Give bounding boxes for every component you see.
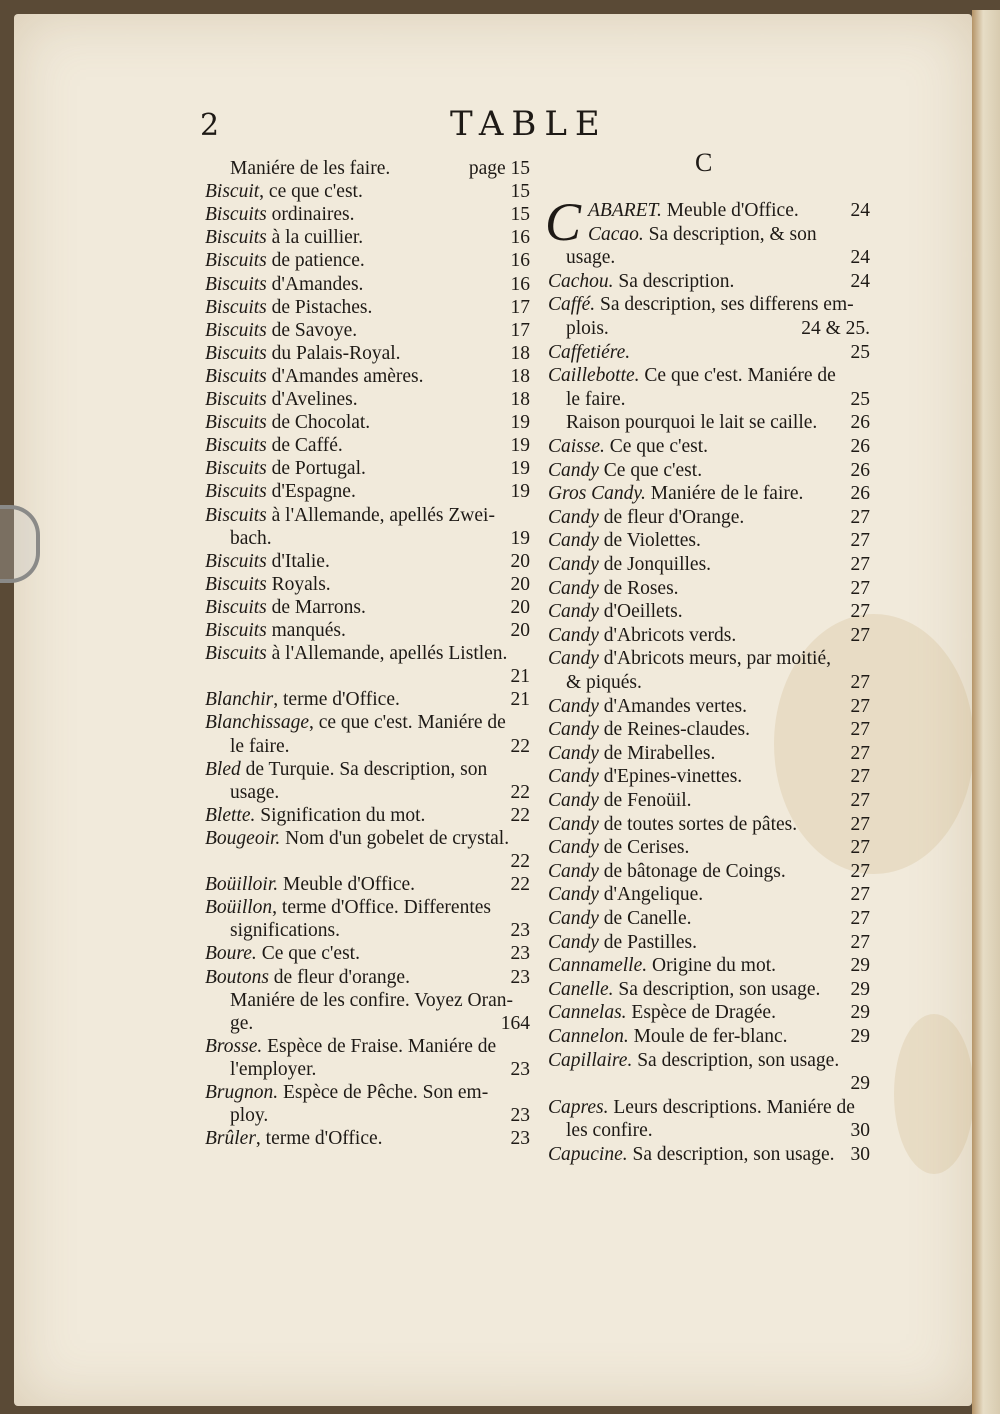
page-reference: 29 — [850, 1073, 870, 1095]
index-text: de Pastilles. — [598, 931, 697, 953]
index-entry — [548, 341, 630, 365]
index-entry — [548, 459, 702, 483]
index-entry — [548, 718, 750, 742]
page-reference: 26 — [850, 459, 870, 481]
index-term: Biscuits — [205, 412, 267, 434]
index-term: Biscuits — [205, 643, 267, 665]
index-entry — [548, 624, 736, 648]
page-reference: 27 — [850, 860, 870, 882]
index-entry — [548, 836, 689, 860]
page-reference: 19 — [510, 435, 530, 457]
page-reference: 23 — [510, 966, 530, 988]
index-term: Caisse. — [548, 436, 605, 457]
index-text: à la cuillier. — [266, 227, 364, 249]
index-text: Maniére de le faire. — [645, 483, 804, 505]
page-reference: 27 — [850, 813, 870, 835]
index-text: & piqués. — [566, 672, 642, 693]
index-text: d'Epines-vinettes. — [598, 766, 743, 788]
index-term: ABARET. — [588, 200, 662, 221]
index-term: Caffetiére. — [548, 341, 631, 363]
index-text: de Roses. — [598, 577, 679, 599]
index-entry — [548, 860, 786, 884]
page-reference: 18 — [510, 365, 530, 387]
page-reference: 22 — [510, 874, 530, 896]
index-term: Biscuits — [205, 227, 267, 249]
page-reference: 16 — [510, 250, 530, 272]
page-reference: 164 — [500, 1012, 530, 1034]
page-reference: 29 — [850, 955, 870, 977]
index-term: Candy — [548, 530, 599, 552]
index-text: de Savoye. — [266, 319, 358, 341]
index-entry — [548, 742, 715, 766]
index-entry — [548, 1096, 855, 1120]
page-reference: 27 — [850, 931, 870, 953]
page-reference: 23 — [510, 1128, 530, 1150]
page-reference: 30 — [850, 1144, 870, 1165]
index-term: Gros Candy. — [548, 483, 646, 505]
index-text: bach. — [230, 527, 272, 549]
page-reference: 15 — [510, 204, 530, 226]
index-term: Biscuits — [205, 273, 267, 295]
index-entry — [548, 577, 679, 601]
page-reference: 19 — [510, 527, 530, 549]
index-text: Raison pourquoi le lait se caille. — [566, 412, 818, 434]
index-text: d'Espagne. — [266, 481, 356, 503]
index-text: de bâtonage de Coings. — [598, 860, 786, 882]
page-reference: 17 — [510, 296, 530, 318]
page-reference: 27 — [850, 672, 870, 693]
index-text: de Caffé. — [266, 435, 343, 457]
drop-cap: C — [545, 192, 582, 252]
page-reference: 16 — [510, 227, 530, 249]
page-reference: 20 — [510, 620, 530, 641]
index-term: Candy — [548, 931, 599, 953]
index-term: Candy — [548, 648, 599, 670]
index-text: ploy. — [230, 1105, 269, 1127]
index-text: le faire. — [566, 388, 626, 410]
index-text: Espèce de Dragée. — [626, 1002, 776, 1024]
page-reference: 26 — [850, 436, 870, 457]
page-reference: 20 — [510, 596, 530, 618]
index-term: Capres. — [548, 1096, 609, 1118]
index-entry — [548, 1049, 839, 1073]
index-term: Blanchissage — [205, 712, 309, 734]
page-reference: 21 — [510, 689, 530, 711]
index-text: de Cerises. — [598, 837, 690, 859]
index-entry — [548, 978, 820, 1002]
page-reference: 23 — [510, 1105, 530, 1127]
index-text: d'Amandes amères. — [266, 365, 424, 387]
index-text: à l'Allemande, apellés Listlen. — [266, 643, 508, 665]
index-term: Biscuits — [205, 504, 267, 526]
running-head: TABLE — [450, 104, 608, 144]
index-entry — [548, 529, 701, 553]
page-reference: 22 — [510, 781, 530, 803]
index-term: Candy — [548, 884, 599, 906]
page-reference: 22 — [510, 735, 530, 757]
page-reference: 27 — [850, 908, 870, 929]
index-text: de Fenoüil. — [598, 790, 692, 811]
index-term: Candy — [548, 506, 599, 528]
index-text: d'Italie. — [266, 550, 330, 572]
index-term: Boure. — [205, 943, 257, 965]
index-term: Biscuits — [205, 481, 267, 503]
index-entry — [566, 317, 609, 341]
page-reference: 19 — [510, 412, 530, 434]
section-letter: C — [695, 148, 713, 177]
index-entry — [548, 1143, 835, 1167]
index-text: de Turquie. Sa description, son — [240, 758, 488, 780]
page-reference: 24 — [850, 200, 870, 221]
index-term: Biscuits — [205, 458, 267, 480]
index-term: Cannelon. — [548, 1026, 629, 1047]
index-entry — [548, 765, 742, 789]
index-text: d'Angelique. — [598, 884, 704, 906]
page-reference: 20 — [510, 550, 530, 572]
foxing-stain — [894, 1014, 974, 1174]
page-reference: 29 — [850, 1002, 870, 1024]
index-term: Capucine. — [548, 1144, 628, 1165]
index-entry — [548, 482, 803, 506]
index-text: Sa description, son usage. — [613, 978, 821, 1000]
page-number: 2 — [200, 108, 220, 143]
index-text: usage. — [566, 247, 616, 269]
index-text: , terme d'Office. — [255, 1128, 383, 1150]
page-reference: 21 — [510, 666, 530, 688]
page-reference: 29 — [850, 978, 870, 1000]
index-text: , ce que c'est. Maniére de — [308, 712, 506, 734]
page-reference: 24 — [850, 247, 870, 269]
page-reference: 15 — [510, 181, 530, 203]
index-entry — [566, 1119, 653, 1143]
index-entry — [548, 270, 734, 294]
index-term: Caffé. — [548, 294, 596, 316]
page-reference: 27 — [850, 554, 870, 575]
page-reference: 27 — [850, 742, 870, 764]
index-entry — [588, 223, 817, 247]
index-term: Biscuits — [205, 435, 267, 457]
index-term: Candy — [548, 554, 599, 575]
page-reference: 24 — [850, 270, 870, 292]
index-entry — [548, 813, 797, 837]
index-term: Bougeoir. — [205, 827, 281, 849]
index-term: Candy — [548, 860, 599, 882]
index-term: Candy — [548, 577, 599, 599]
index-entry — [566, 671, 642, 695]
page-reference: 23 — [510, 943, 530, 965]
index-text: de Marrons. — [266, 596, 366, 618]
index-entry — [548, 1025, 788, 1049]
index-term: Boüillon — [205, 897, 273, 919]
index-term: Candy — [548, 459, 599, 481]
index-text: Ce que c'est. — [256, 943, 360, 965]
index-text: de Canelle. — [598, 908, 692, 929]
index-term: Biscuits — [205, 573, 267, 595]
page-reference: 23 — [510, 920, 530, 942]
index-term: Candy — [548, 742, 599, 764]
index-term: Bled — [205, 758, 241, 780]
index-text: plois. — [566, 318, 609, 339]
page-reference: 29 — [850, 1026, 870, 1047]
index-term: Brugnon. — [205, 1082, 279, 1103]
index-term: Blette. — [205, 804, 256, 826]
index-text: d'Abricots verds. — [598, 624, 737, 646]
page-reference: page 15 — [468, 158, 530, 179]
index-term: Caillebotte. — [548, 365, 640, 387]
index-entry — [548, 293, 854, 317]
index-text: , ce que c'est. — [259, 181, 363, 203]
index-text: significations. — [230, 920, 340, 942]
index-text: , terme d'Office. — [273, 689, 400, 711]
index-term: Brosse. — [205, 1035, 263, 1057]
index-entry — [548, 553, 711, 577]
index-term: Cachou. — [548, 270, 614, 292]
index-entry — [548, 695, 747, 719]
index-text: Espèce de Pêche. Son em- — [278, 1082, 489, 1103]
index-text: ge. — [230, 1012, 254, 1034]
page-reference: 27 — [850, 695, 870, 717]
page-reference: 27 — [850, 719, 870, 741]
index-text: Espèce de Fraise. Maniére de — [262, 1035, 497, 1057]
index-text: Maniére de les confire. Voyez Oran- — [230, 989, 513, 1011]
page-reference: 25 — [850, 341, 870, 363]
index-term: Cannelas. — [548, 1002, 627, 1024]
index-term: Candy — [548, 624, 599, 646]
index-entry — [548, 435, 708, 459]
index-text: usage. — [230, 781, 280, 803]
page-reference: 27 — [850, 624, 870, 646]
index-text: Royals. — [266, 573, 331, 595]
page-reference: 26 — [850, 412, 870, 434]
page-reference: 27 — [850, 577, 870, 599]
index-term: Candy — [548, 766, 599, 788]
index-text: Ce que c'est. — [598, 459, 703, 481]
index-text: le faire. — [230, 735, 290, 757]
page-reference: 24 & 25. — [801, 318, 870, 339]
index-term: Candy — [548, 908, 599, 929]
page-reference: 20 — [510, 573, 530, 595]
index-entry — [548, 931, 697, 955]
page-reference: 26 — [850, 483, 870, 505]
page-reference: 22 — [510, 851, 530, 872]
index-text: Ce que c'est. Maniére de — [639, 365, 836, 387]
index-term: Cannamelle. — [548, 955, 648, 977]
index-term: Biscuits — [205, 389, 267, 410]
page-reference: 16 — [510, 273, 530, 295]
index-entry — [588, 199, 799, 223]
index-entry — [548, 1001, 776, 1025]
page-reference: 27 — [850, 884, 870, 906]
index-text: d'Amandes vertes. — [598, 695, 748, 717]
index-text: du Palais-Royal. — [266, 342, 401, 364]
page-reference: 27 — [850, 601, 870, 623]
index-term: Biscuit — [205, 181, 260, 203]
index-text: Sa description, ses differens em- — [595, 294, 854, 316]
index-text: l'employer. — [230, 1058, 317, 1080]
index-text: de Jonquilles. — [598, 554, 712, 575]
index-term: Canelle. — [548, 978, 614, 1000]
index-term: Boutons — [205, 966, 269, 988]
page-reference: 19 — [510, 458, 530, 480]
index-term: Biscuits — [205, 550, 267, 572]
index-text: Sa description. — [613, 270, 735, 292]
index-text: de Violettes. — [598, 530, 701, 552]
index-term: Capillaire. — [548, 1049, 633, 1071]
page-reference: 19 — [510, 481, 530, 503]
index-text: d'Amandes. — [266, 273, 364, 295]
index-text: Nom d'un gobelet de crystal. — [280, 827, 510, 849]
index-entry — [548, 364, 836, 388]
index-text: de fleur d'Orange. — [598, 506, 745, 528]
index-text: Sa description, son usage. — [627, 1144, 835, 1165]
index-entry — [548, 506, 744, 530]
index-text: Ce que c'est. — [604, 436, 709, 457]
index-term: Biscuits — [205, 365, 267, 387]
index-term: Boüilloir. — [205, 874, 279, 896]
index-text: Meuble d'Office. — [278, 874, 416, 896]
index-text: manqués. — [266, 620, 346, 641]
index-text: de Portugal. — [266, 458, 366, 480]
index-text: Sa description, & son — [643, 223, 817, 245]
index-text: Sa description, son usage. — [632, 1049, 840, 1071]
index-entry — [566, 388, 626, 412]
index-text: Signification du mot. — [255, 804, 426, 826]
index-text: Moule de fer-blanc. — [628, 1026, 788, 1047]
page-reference: 22 — [510, 804, 530, 826]
index-text: de Reines-claudes. — [598, 719, 750, 741]
index-text: Origine du mot. — [647, 955, 777, 977]
page-reference: 27 — [850, 790, 870, 811]
page-reference: 30 — [850, 1120, 870, 1142]
index-term: Brûler — [205, 1128, 256, 1150]
index-entry — [548, 907, 692, 931]
index-term: Candy — [548, 601, 599, 623]
index-term: Candy — [548, 813, 599, 835]
page-reference: 18 — [510, 342, 530, 364]
index-text: d'Abricots meurs, par moitié, — [598, 648, 831, 670]
index-text: Leurs descriptions. Maniére de — [608, 1096, 855, 1118]
index-text: de fleur d'orange. — [268, 966, 410, 988]
index-text: de patience. — [266, 250, 365, 272]
index-text: ordinaires. — [266, 204, 355, 226]
index-text: de Chocolat. — [266, 412, 371, 434]
page-reference: 18 — [510, 389, 530, 410]
index-term: Candy — [548, 790, 599, 811]
index-text: de Mirabelles. — [598, 742, 716, 764]
index-entry — [548, 600, 683, 624]
index-text: à l'Allemande, apellés Zwei- — [266, 504, 495, 526]
index-term: Biscuits — [205, 204, 267, 226]
index-entry — [548, 789, 692, 813]
index-term: Biscuits — [205, 319, 267, 341]
page-reference: 27 — [850, 766, 870, 788]
index-term: Biscuits — [205, 342, 267, 364]
index-text: d'Oeillets. — [598, 601, 683, 623]
index-text: de Pistaches. — [266, 296, 373, 318]
index-term: Candy — [548, 719, 599, 741]
index-text: Meuble d'Office. — [661, 200, 799, 221]
index-term: Candy — [548, 695, 599, 717]
index-text: les confire. — [566, 1120, 653, 1142]
index-term: Biscuits — [205, 250, 267, 272]
index-text: d'Avelines. — [266, 389, 358, 410]
index-entry — [566, 246, 615, 270]
page-reference: 27 — [850, 506, 870, 528]
index-term: Candy — [548, 837, 599, 859]
index-text: de toutes sortes de pâtes. — [598, 813, 798, 835]
index-entry — [548, 883, 703, 907]
page-reference: 27 — [850, 837, 870, 859]
index-entry — [566, 411, 817, 435]
index-entry — [548, 647, 831, 671]
index-entry — [548, 954, 776, 978]
index-text: Maniére de les faire. — [230, 158, 391, 179]
index-term: Biscuits — [205, 596, 267, 618]
index-term: Cacao. — [588, 223, 644, 245]
page-reference: 23 — [510, 1058, 530, 1080]
page-reference: 25 — [850, 388, 870, 410]
page-edge — [972, 10, 1000, 1414]
index-term: Biscuits — [205, 296, 267, 318]
index-term: Blanchir — [205, 689, 274, 711]
index-text: , terme d'Office. Differentes — [272, 897, 491, 919]
page-reference: 17 — [510, 319, 530, 341]
index-term: Biscuits — [205, 620, 267, 641]
page-reference: 27 — [850, 530, 870, 552]
